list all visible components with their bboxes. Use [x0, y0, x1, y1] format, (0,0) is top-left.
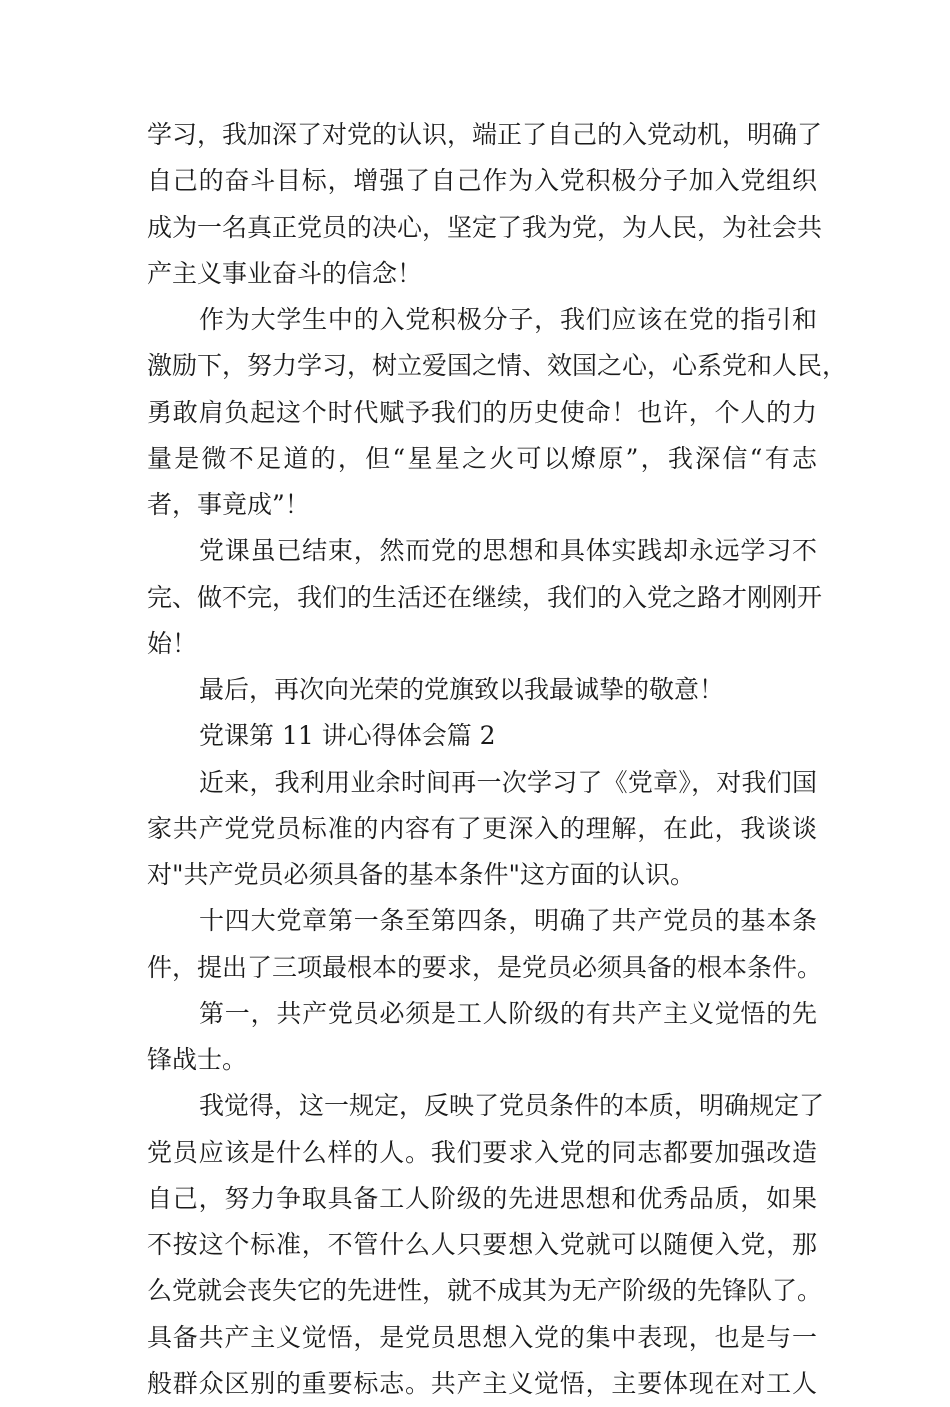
text-line: 产主义事业奋斗的信念！ [147, 258, 423, 288]
text-line: 作为大学生中的入党积极分子，我们应该在党的指引和 [199, 305, 817, 334]
text-line: 我觉得，这一规定，反映了党员条件的本质，明确规定了 [199, 1091, 825, 1121]
text-line: 家共产党党员标准的内容有了更深入的理解，在此，我谈谈 [147, 813, 817, 843]
text-line: 者，事竟成”！ [147, 490, 310, 519]
text-line: 十四大党章第一条至第四条，明确了共产党员的基本条 [199, 906, 817, 936]
text-line: 自己，努力争取具备工人阶级的先进思想和优秀品质，如果 [147, 1183, 817, 1213]
text-line: 不按这个标准，不管什么人只要想入党就可以随便入党，那 [147, 1230, 817, 1259]
text-line: 第一，共产党员必须是工人阶级的有共产主义觉悟的先 [199, 998, 817, 1028]
text-line: 完、做不完，我们的生活还在继续，我们的入党之路才刚刚开 [147, 582, 823, 612]
text-line: 勇敢肩负起这个时代赋予我们的历史使命！也许，个人的力 [147, 397, 817, 427]
text-line: 学习，我加深了对党的认识，端正了自己的入党动机，明确了 [147, 120, 823, 149]
text-line: 近来，我利用业余时间再一次学习了《党章》，对我们国 [199, 767, 817, 797]
text-line: 般群众区别的重要标志。共产主义觉悟，主要体现在对工人 [147, 1368, 817, 1398]
text-line: 党员应该是什么样的人。我们要求入党的同志都要加强改造 [147, 1137, 817, 1167]
text-line: 党课虽已结束，然而党的思想和具体实践却永远学习不 [199, 536, 817, 566]
text-line: 量是微不足道的，但“星星之火可以燎原”，我深信“有志 [147, 443, 817, 473]
text-line: 锋战士。 [147, 1045, 248, 1074]
text-line: 自己的奋斗目标，增强了自己作为入党积极分子加入党组织 [147, 166, 817, 196]
text-line: 对"共产党员必须具备的基本条件"这方面的认识。 [147, 860, 695, 889]
text-line: 始！ [147, 628, 198, 658]
document-body [147, 112, 848, 1407]
text-line: 件，提出了三项最根本的要求，是党员必须具备的根本条件。 [147, 952, 823, 982]
text-line: 激励下，努力学习，树立爱国之情、效国之心，心系党和人民， [147, 351, 848, 381]
text-line: 成为一名真正党员的决心，坚定了我为党，为人民，为社会共 [147, 212, 823, 242]
text-line: 具备共产主义觉悟，是党员思想入党的集中表现，也是与一 [147, 1322, 817, 1352]
text-line: 最后，再次向光荣的党旗致以我最诚挚的敬意！ [199, 675, 725, 704]
section-heading: 党课第 11 讲心得体会篇 2 [199, 721, 496, 751]
text-line: 么党就会丧失它的先进性，就不成其为无产阶级的先锋队了。 [147, 1276, 823, 1306]
